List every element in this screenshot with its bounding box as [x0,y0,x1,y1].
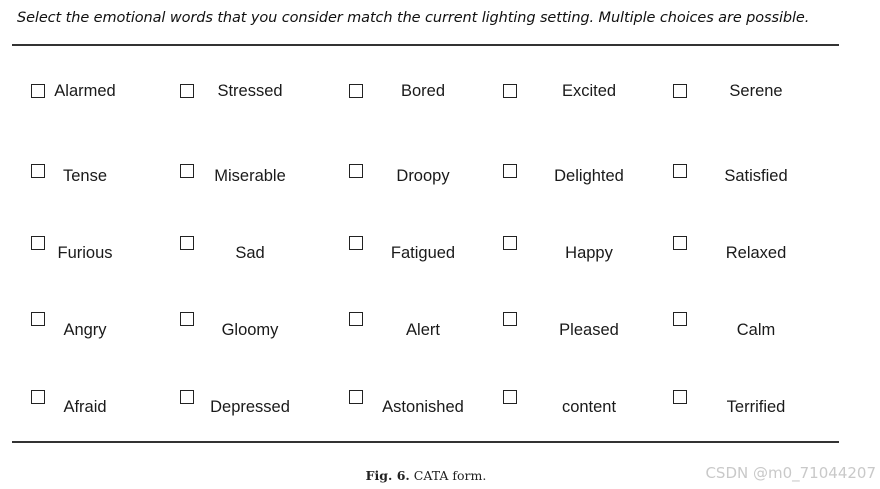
option-label: Terrified [726,398,786,416]
checkbox-calm[interactable] [673,312,687,326]
option-label: Alarmed [54,82,116,100]
option-label: Delighted [554,167,624,185]
checkbox-happy[interactable] [503,236,517,250]
option-label: Furious [57,244,113,262]
checkbox-delighted[interactable] [503,164,517,178]
checkbox-excited[interactable] [503,84,517,98]
option-label: Satisfied [724,167,788,185]
option-label: Tense [62,167,108,185]
option-label: Excited [561,82,617,100]
checkbox-gloomy[interactable] [180,312,194,326]
checkbox-angry[interactable] [31,312,45,326]
checkbox-stressed[interactable] [180,84,194,98]
checkbox-depressed[interactable] [180,390,194,404]
checkbox-afraid[interactable] [31,390,45,404]
option-label: Miserable [214,167,286,185]
option-label: content [561,398,617,416]
checkbox-furious[interactable] [31,236,45,250]
option-label: Angry [63,321,107,339]
checkbox-serene[interactable] [673,84,687,98]
option-label: Gloomy [221,321,279,339]
checkbox-bored[interactable] [349,84,363,98]
checkbox-relaxed[interactable] [673,236,687,250]
form-instruction: Select the emotional words that you consider match the current lighting setting. Multiple choices are possible. [17,10,810,26]
option-label: Bored [400,82,446,100]
checkbox-alert[interactable] [349,312,363,326]
option-label: Relaxed [725,244,787,262]
option-label: Stressed [217,82,283,100]
watermark: CSDN @m0_71044207 [705,464,876,482]
option-label: Droopy [396,167,450,185]
checkbox-miserable[interactable] [180,164,194,178]
checkbox-satisfied[interactable] [673,164,687,178]
option-label: Astonished [382,398,464,416]
figure-caption-text: CATA form. [413,468,487,483]
figure-number: Fig. 6. [365,468,410,483]
checkbox-tense[interactable] [31,164,45,178]
checkbox-droopy[interactable] [349,164,363,178]
option-label: Fatigued [390,244,456,262]
option-label: Serene [729,82,783,100]
checkbox-fatigued[interactable] [349,236,363,250]
option-label: Afraid [63,398,107,416]
checkbox-terrified[interactable] [673,390,687,404]
checkbox-sad[interactable] [180,236,194,250]
checkbox-astonished[interactable] [349,390,363,404]
option-label: Pleased [559,321,619,339]
option-label: Depressed [210,398,290,416]
option-label: Calm [736,321,776,339]
option-label: Sad [235,244,265,262]
bottom-rule [12,441,839,443]
checkbox-pleased[interactable] [503,312,517,326]
option-label: Happy [565,244,613,262]
checkbox-alarmed[interactable] [31,84,45,98]
option-label: Alert [406,321,440,339]
checkbox-content[interactable] [503,390,517,404]
